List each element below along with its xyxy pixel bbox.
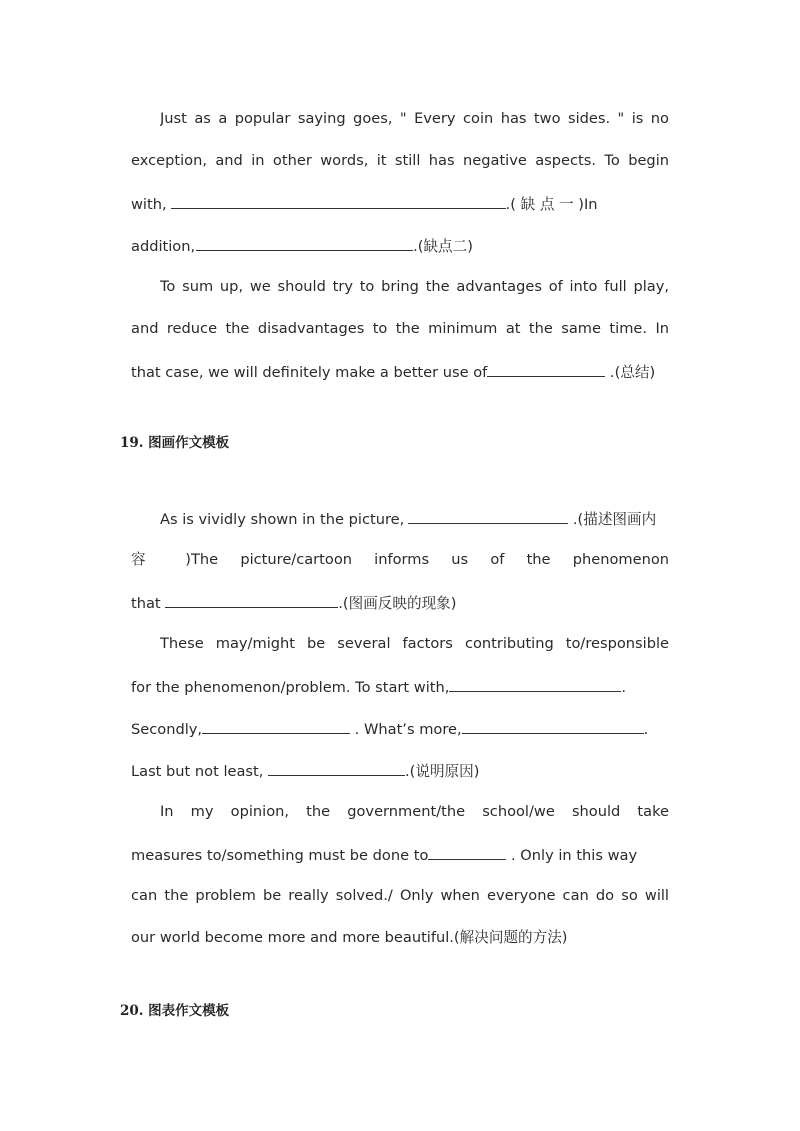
s19-para3-line4: our world become more and more beautiful.(解决问题的方法) xyxy=(131,929,568,946)
section-19-heading: 19. 图画作文模板 xyxy=(120,435,230,451)
pros-cons-para1-line3: with, .( 缺 点 一 )In xyxy=(131,193,669,213)
s19-para2-line4: Last but not least, .(说明原因) xyxy=(131,760,669,780)
blank-drawback-2 xyxy=(196,235,413,251)
s19-para3-line2: measures to/something must be done to . Only in this way xyxy=(131,844,669,864)
pros-cons-para2-line3: that case, we will definitely make a better use of .(总结) xyxy=(131,361,669,381)
s19-para2-line1: These may/might be several factors contributing to/responsible xyxy=(160,635,669,652)
blank-reason-3 xyxy=(462,718,644,734)
blank-phenomenon xyxy=(165,592,338,608)
blank-picture-content xyxy=(408,508,568,524)
pros-cons-para2-line1: To sum up, we should try to bring the advantages of into full play, xyxy=(160,278,669,295)
blank-reason-2 xyxy=(202,718,350,734)
blank-drawback-1 xyxy=(171,193,506,209)
pros-cons-para2-line2: and reduce the disadvantages to the minimum at the same time. In xyxy=(131,320,669,337)
s19-para1-line1: As is vividly shown in the picture, .(描述图画内 xyxy=(160,508,669,528)
s19-para2-line3: Secondly, . What’s more, . xyxy=(131,718,669,738)
pros-cons-para1-line2: exception, and in other words, it still has negative aspects. To begin xyxy=(131,152,669,169)
s19-para2-line2: for the phenomenon/problem. To start with, . xyxy=(131,676,669,696)
blank-reason-4 xyxy=(268,760,405,776)
blank-summary xyxy=(487,361,605,377)
blank-solution xyxy=(428,844,506,860)
s19-para1-line3: that .(图画反映的现象) xyxy=(131,592,669,612)
s19-para3-line3: can the problem be really solved./ Only when everyone can do so will xyxy=(131,887,669,904)
pros-cons-para1-line1: Just as a popular saying goes, " Every coin has two sides. " is no xyxy=(160,110,669,127)
pros-cons-para1-line4: addition, .(缺点二) xyxy=(131,235,669,255)
s19-para1-line2: 容 )The picture/cartoon informs us of the phenomenon xyxy=(131,551,669,568)
section-20-heading: 20. 图表作文模板 xyxy=(120,1003,230,1019)
blank-reason-1 xyxy=(449,676,621,692)
s19-para3-line1: In my opinion, the government/the school/we should take xyxy=(160,803,669,820)
